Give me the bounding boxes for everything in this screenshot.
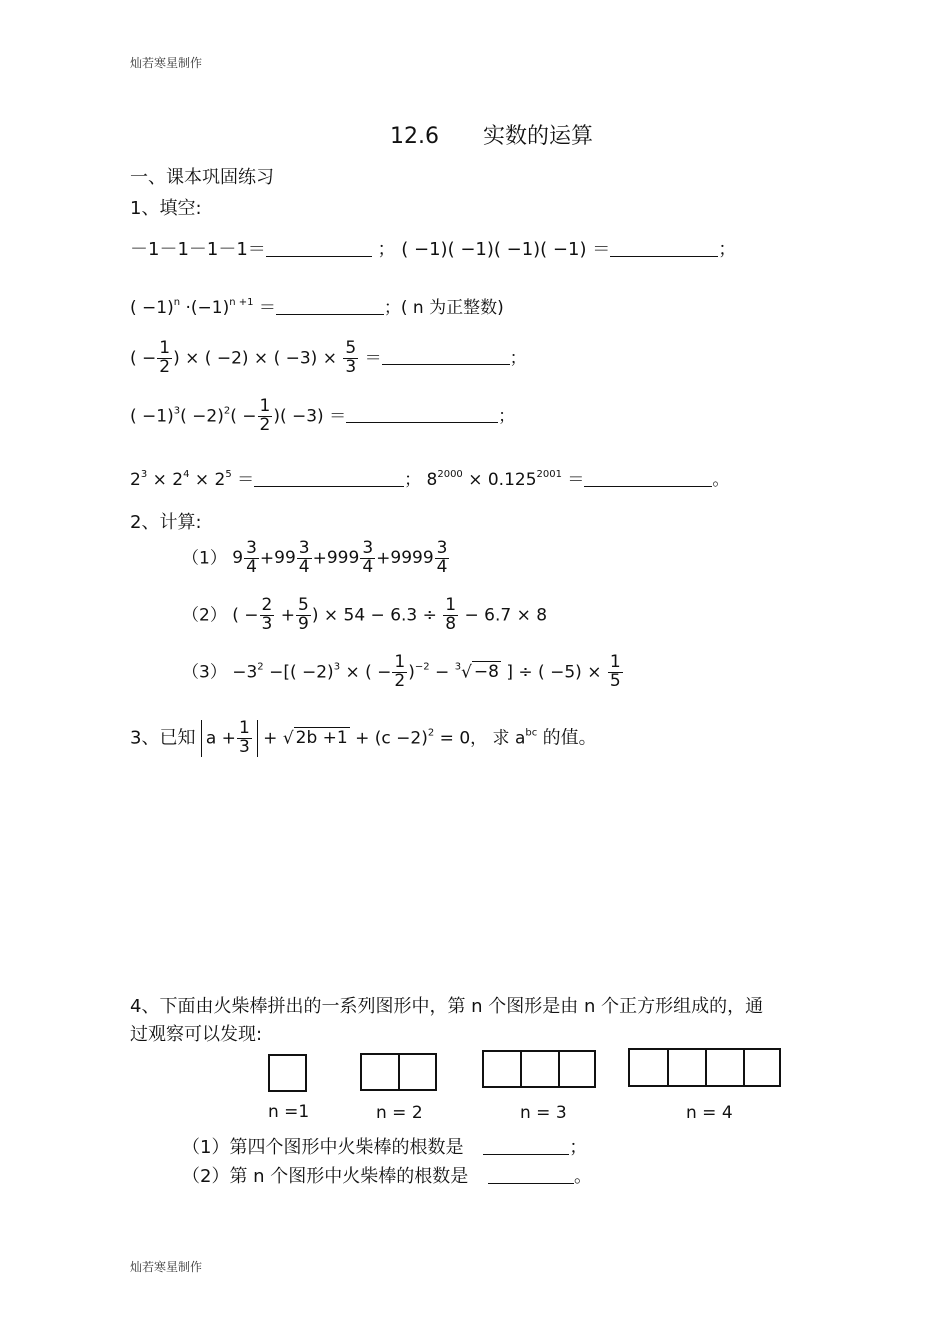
q2-part3: [182, 654, 624, 691]
expr: ( −2): [180, 406, 224, 427]
exponent: 3: [173, 405, 181, 417]
fraction: $\frac{1}{5}$: [609, 652, 621, 691]
fraction: $\frac{1}{2}$: [259, 396, 271, 435]
expr: ( −: [230, 406, 257, 427]
answer-blank[interactable]: [254, 485, 404, 487]
plus: +: [376, 548, 391, 569]
root-index: 3: [454, 661, 462, 673]
answer-blank[interactable]: [610, 255, 718, 257]
answer-blank[interactable]: [346, 421, 498, 423]
expr: + (c −2): [355, 728, 428, 749]
plus: +: [259, 548, 275, 569]
equals: ＝: [364, 348, 382, 369]
figure-label-3: n = 3: [520, 1103, 567, 1123]
title-text: 实数的运算: [482, 124, 593, 149]
expr: − 6.7 × 8: [464, 605, 548, 626]
q1-line1: [130, 235, 736, 261]
figure-label-4: n = 4: [686, 1103, 733, 1123]
q4-sub2-end: 。: [574, 1166, 593, 1187]
q1-line5: [130, 465, 729, 490]
figure-label-2: n = 2: [376, 1103, 423, 1123]
equals: ＝: [567, 470, 585, 490]
q1-line3-end: ；: [509, 348, 527, 369]
mixed-number: 99 $\frac{3}{4}$: [274, 538, 310, 577]
exponent: n +1: [229, 297, 254, 308]
q4-sub1: [182, 1133, 587, 1159]
page-title: [390, 119, 593, 150]
q1-line5-end: 。: [712, 470, 730, 490]
equals: ＝: [237, 470, 255, 490]
q1-line1-sep: ；: [377, 239, 396, 260]
q1-line3: [130, 340, 527, 377]
expr: × 0.125: [468, 470, 537, 490]
expr: × ( −: [345, 662, 392, 683]
fraction: $\frac{5}{3}$: [345, 338, 357, 377]
expr: −: [435, 662, 450, 683]
answer-blank[interactable]: [584, 485, 712, 487]
expr: ·(−1): [185, 298, 230, 318]
part-label: （2）: [182, 605, 227, 626]
expr: ) × ( −2) × ( −3) ×: [173, 348, 337, 369]
expr: )( −3) ＝: [273, 406, 347, 427]
matchstick-figure-3: [482, 1050, 596, 1088]
q1-line1-expr-b: ( −1)( −1)( −1)( −1) ＝: [401, 239, 611, 260]
answer-blank[interactable]: [483, 1153, 569, 1155]
exponent: 2000: [437, 469, 463, 480]
expr: = 0， 求 a: [439, 728, 526, 749]
cube-root: √ −8: [461, 662, 499, 683]
mixed-number: 9999 $\frac{3}{4}$: [390, 538, 448, 577]
mixed-number: 999 $\frac{3}{4}$: [326, 538, 374, 577]
expr: ( −: [130, 348, 157, 369]
expr: ( −1): [130, 298, 174, 318]
matchstick-figure-4: [628, 1048, 781, 1087]
q1-line1-expr-a: －1－1－1－1＝: [130, 239, 266, 260]
q3-label: 3、已知: [130, 727, 196, 749]
plus: +: [312, 548, 327, 569]
absolute-value: a + $\frac{1}{3}$: [201, 720, 258, 757]
equals: ＝: [258, 298, 276, 318]
expr: × 2: [194, 470, 226, 490]
matchstick-figure-2: [360, 1053, 437, 1091]
q4-line2: 过观察可以发现:: [130, 1024, 263, 1045]
page-footer: 灿若寒星制作: [130, 1260, 203, 1274]
expr: 2: [130, 470, 141, 490]
expr: ； 8: [404, 470, 438, 490]
exponent: 5: [225, 469, 232, 480]
q1-line2-end: ；( n 为正整数): [383, 298, 504, 318]
exponent: 3: [140, 469, 148, 480]
q1-label: 1、填空:: [130, 198, 202, 219]
expr: ): [408, 662, 415, 683]
matchstick-figure-1: [268, 1054, 307, 1092]
exponent: 3: [333, 661, 341, 673]
fraction: $\frac{1}{2}$: [394, 652, 406, 691]
exponent: 2001: [536, 469, 562, 480]
expr: −3: [232, 662, 258, 683]
expr: ( −1): [130, 406, 174, 427]
part-label: （1）: [182, 548, 227, 569]
section-heading: 一、课本巩固练习: [130, 167, 274, 188]
q1-line1-end: ；: [718, 239, 737, 260]
figure-label-1: n =1: [268, 1102, 310, 1122]
mixed-number: 9 $\frac{3}{4}$: [232, 538, 257, 577]
exponent: 4: [183, 469, 190, 480]
square-root: √ 2b +1: [282, 728, 348, 749]
fraction: $\frac{2}{3}$: [261, 595, 273, 634]
part-label: （3）: [182, 662, 227, 683]
q4-sub2-label: （2）第 n 个图形中火柴棒的根数是: [182, 1166, 469, 1187]
q2-label: 2、计算:: [130, 512, 202, 533]
answer-blank[interactable]: [382, 363, 510, 365]
answer-blank[interactable]: [276, 313, 384, 315]
expr: ( −: [232, 605, 259, 626]
fraction: $\frac{1}{2}$: [159, 338, 171, 377]
expr: −[( −2): [269, 662, 334, 683]
exponent: 2: [223, 405, 231, 417]
answer-blank[interactable]: [266, 255, 372, 257]
exponent: 2: [427, 727, 435, 739]
q3-line: [130, 720, 597, 757]
plus: +: [280, 605, 295, 626]
title-number: 12.6: [390, 124, 439, 149]
fraction: $\frac{5}{9}$: [298, 595, 309, 634]
q4-sub2: [182, 1162, 592, 1188]
page-header: 灿若寒星制作: [130, 56, 203, 70]
q1-line4-end: ；: [498, 406, 516, 427]
q4-line1: 4、下面由火柴棒拼出的一系列图形中，第 n 个图形是由 n 个正方形组成的，通: [130, 996, 764, 1017]
exponent: bc: [525, 727, 538, 739]
q3-end: 的值。: [542, 727, 597, 749]
expr: ] ÷ ( −5) ×: [506, 662, 602, 683]
answer-blank[interactable]: [488, 1182, 574, 1184]
exponent: 2: [257, 661, 264, 673]
expr: ) × 54 − 6.3 ÷: [311, 605, 437, 626]
exponent: −2: [414, 661, 430, 673]
q4-sub1-label: （1）第四个图形中火柴棒的根数是: [182, 1137, 464, 1158]
plus: +: [263, 728, 278, 749]
q1-line2: [130, 293, 504, 318]
expr: × 2: [152, 470, 184, 490]
fraction: $\frac{1}{8}$: [445, 595, 457, 634]
exponent: n: [173, 297, 181, 308]
q4-sub1-end: ；: [569, 1137, 588, 1158]
q2-part2: [182, 597, 547, 634]
q2-part1: [182, 540, 450, 577]
q1-line4: [130, 398, 515, 435]
